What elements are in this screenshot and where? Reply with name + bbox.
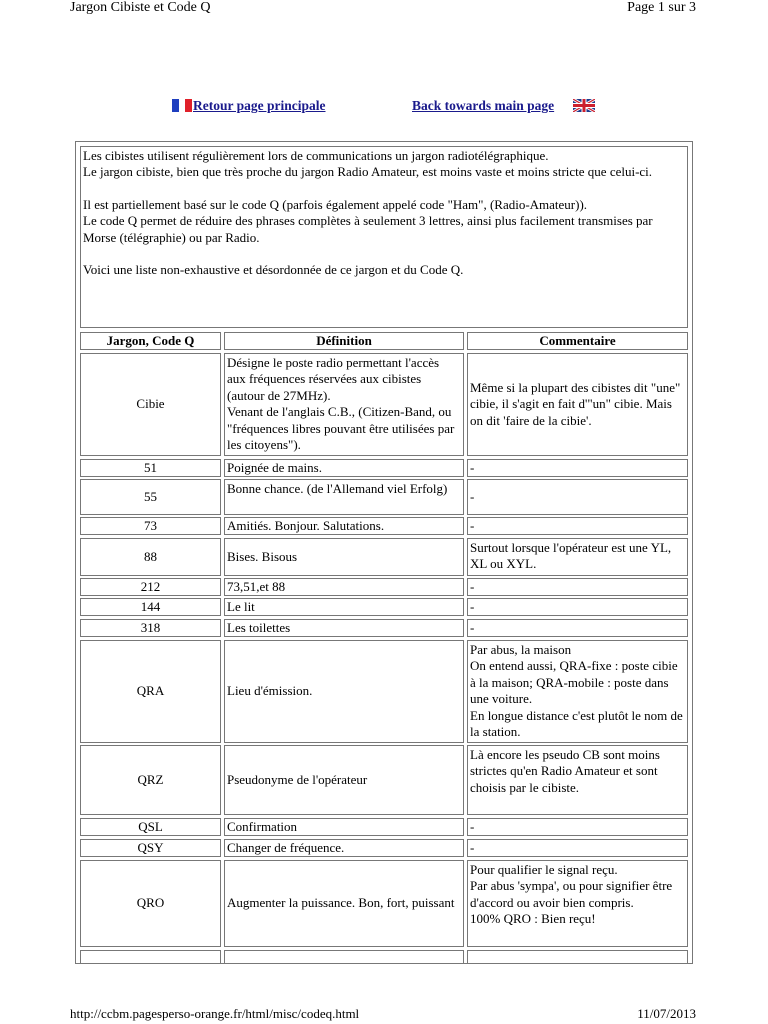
table-row-partial: [224, 950, 464, 964]
uk-flag-icon: [573, 99, 595, 112]
jargon-table: [75, 141, 693, 964]
table-row-code: QSY: [80, 839, 221, 857]
table-row-comment: -: [467, 578, 688, 596]
french-flag-icon: [172, 99, 192, 112]
table-row-code: 55: [80, 479, 221, 515]
table-row-code: 144: [80, 598, 221, 616]
table-row-definition: Augmenter la puissance. Bon, fort, puissant: [224, 860, 464, 947]
table-row-definition: Les toilettes: [224, 619, 464, 637]
table-row-comment: -: [467, 459, 688, 477]
document-title: Jargon Cibiste et Code Q: [70, 0, 211, 15]
table-row-comment: -: [467, 818, 688, 836]
header-comment: Commentaire: [467, 332, 688, 350]
header-definition: Définition: [224, 332, 464, 350]
table-row-definition: Bonne chance. (de l'Allemand viel Erfolg): [224, 479, 464, 515]
intro-paragraph-2: Il est partiellement basé sur le code Q (parfois également appelé code "Ham", (Radio-Amateur)). Le code Q permet de réduire des phrases complètes à seulement 3 lettres, ainsi plus facilement transmises par Morse (télégraphie) ou par Radio.: [83, 196, 653, 245]
table-row-definition: Changer de fréquence.: [224, 839, 464, 857]
table-row-comment: [467, 353, 688, 456]
table-row-code: QRO: [80, 860, 221, 947]
source-url: http://ccbm.pagesperso-orange.fr/html/misc/codeq.html: [70, 1006, 360, 1021]
table-row-comment: -: [467, 619, 688, 637]
table-row-code: QRA: [80, 640, 221, 743]
table-row-definition: Le lit: [224, 598, 464, 616]
table-row-comment: Par abus, la maison On entend aussi, QRA-fixe : poste cibie à la maison; QRA-mobile : poste dans une voiture. En longue distance c'est plutôt le nom de la station.: [467, 640, 688, 743]
table-row-definition: Désigne le poste radio permettant l'accès aux fréquences réservées aux cibistes (autour de 27MHz). Venant de l'anglais C.B., (Citizen-Band, ou "fréquences libres pouvant être utilisées par les citoyens").: [224, 353, 464, 456]
table-row-code: QRZ: [80, 745, 221, 815]
table-row-comment: -: [467, 839, 688, 857]
table-row-comment: -: [467, 517, 688, 535]
intro-paragraph-3: Voici une liste non-exhaustive et désordonnée de ce jargon et du Code Q.: [83, 262, 464, 278]
intro-text: [80, 146, 688, 328]
table-row-code: 51: [80, 459, 221, 477]
table-row-partial: [80, 950, 221, 964]
table-row-comment: Pour qualifier le signal reçu. Par abus 'sympa', ou pour signifier être d'accord ou avoir bien compris. 100% QRO : Bien reçu!: [467, 860, 688, 947]
table-row-code: Cibie: [80, 353, 221, 456]
table-row-comment: Surtout lorsque l'opérateur est une YL, XL ou XYL.: [467, 538, 688, 576]
table-row-code: 318: [80, 619, 221, 637]
table-row-partial: [467, 950, 688, 964]
table-row-comment: -: [467, 598, 688, 616]
page-indicator: Page 1 sur 3: [627, 0, 696, 15]
table-row-comment: Là encore les pseudo CB sont moins strictes qu'en Radio Amateur et sont choisis par le cibiste.: [467, 745, 688, 815]
table-row-comment: -: [467, 479, 688, 515]
back-main-page-link-fr[interactable]: Retour page principale: [193, 98, 326, 113]
table-row-definition: Bises. Bisous: [224, 538, 464, 576]
table-row-comment-text: Même si la plupart des cibistes dit "une" cibie, il s'agit en fait d'"un" cibie. Mais on dit 'faire de la cibie'.: [470, 379, 681, 428]
intro-paragraph-1: Les cibistes utilisent régulièrement lors de communications un jargon radiotélégraphique. Le jargon cibiste, bien que très proche du jargon Radio Amateur, est moins vaste et moins stricte que celui-ci.: [83, 148, 653, 180]
back-main-page-link-en[interactable]: Back towards main page: [412, 98, 555, 113]
table-row-definition: Confirmation: [224, 818, 464, 836]
table-row-definition: Amitiés. Bonjour. Salutations.: [224, 517, 464, 535]
table-row-code: QSL: [80, 818, 221, 836]
table-row-code: 212: [80, 578, 221, 596]
header-code: Jargon, Code Q: [80, 332, 221, 350]
table-row-code: 73: [80, 517, 221, 535]
navigation-links: [172, 98, 602, 118]
print-date: 11/07/2013: [637, 1006, 696, 1021]
table-row-code: 88: [80, 538, 221, 576]
table-row-definition: Pseudonyme de l'opérateur: [224, 745, 464, 815]
table-row-definition: 73,51,et 88: [224, 578, 464, 596]
table-row-definition: Poignée de mains.: [224, 459, 464, 477]
table-row-definition: Lieu d'émission.: [224, 640, 464, 743]
